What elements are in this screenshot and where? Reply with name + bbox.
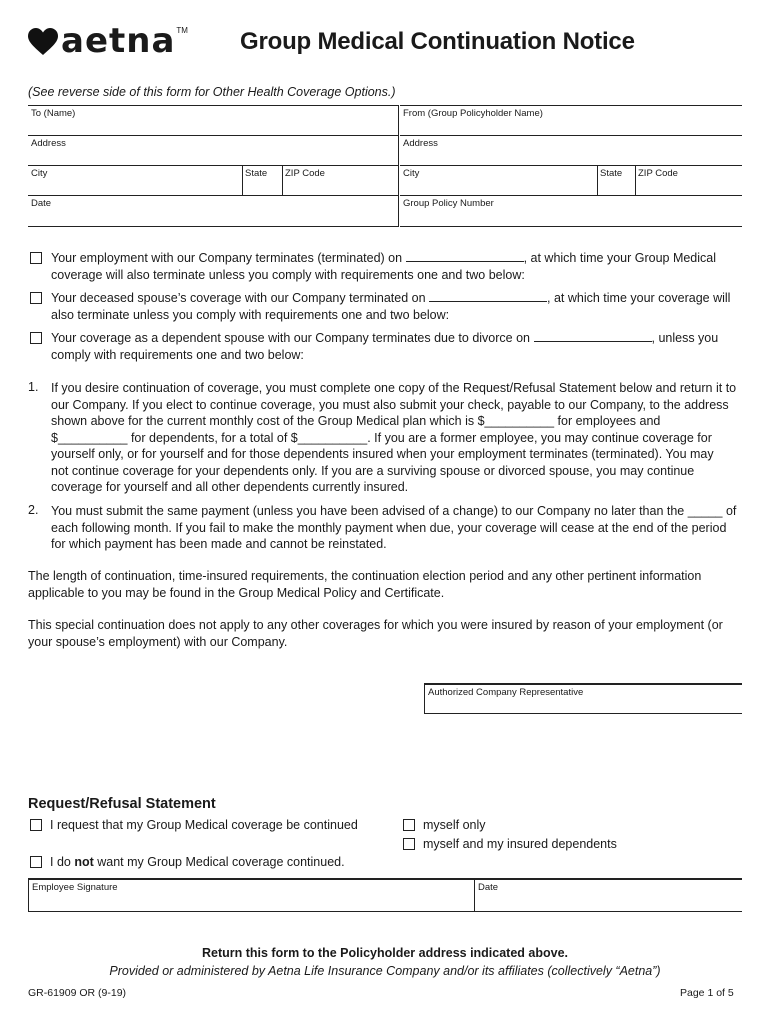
date-field[interactable]: Date bbox=[28, 195, 398, 227]
divorce-text: Your coverage as a dependent spouse with our Company terminates due to divorce on , unless you comply with requirements one and two below: bbox=[51, 331, 719, 362]
return-instruction: Return this form to the Policyholder address indicated above. bbox=[201, 946, 569, 960]
spouse-deceased-checkbox[interactable] bbox=[30, 292, 42, 304]
zip-left-field[interactable]: ZIP Code bbox=[282, 165, 398, 195]
state-right-field[interactable]: State bbox=[597, 165, 635, 195]
logo-wordmark: aetna bbox=[61, 21, 176, 61]
group-policy-number-field[interactable]: Group Policy Number bbox=[400, 195, 742, 227]
aetna-logo bbox=[28, 22, 188, 62]
divorce-date-blank[interactable] bbox=[534, 330, 652, 342]
divorce-checkbox[interactable] bbox=[30, 332, 42, 344]
authorized-representative-field[interactable]: Authorized Company Representative bbox=[424, 683, 742, 714]
spouse-deceased-text: Your deceased spouse’s coverage with our Company terminated on , at which time your coverage will also terminate unless you comply with requirements one and two below: bbox=[51, 291, 731, 322]
requirement-number: 2. bbox=[28, 503, 39, 517]
address-left-field[interactable]: Address bbox=[28, 135, 398, 165]
zip-right-field[interactable]: ZIP Code bbox=[635, 165, 742, 195]
requirement-one-text: If you desire continuation of coverage, you must complete one copy of the Request/Refusal Statement below and return it to our Company. If you elect to continue coverage, you must also submit your check, payable to our Company, to the address shown above for the current monthly cost of the Group Medical plan which is $__________ for employees and $__________ for dependents, for a total of $__________. If you are a former employee, you may continue coverage for yourself only, or for yourself and for those dependents insured when your employment terminates (terminated). You may not continue coverage for your dependents only. If you are a surviving spouse or divorced spouse, you may continue coverage for yourself and all other dependents currently insured. bbox=[51, 381, 737, 494]
trademark-symbol: TM bbox=[176, 26, 188, 35]
request-refusal-title: Request/Refusal Statement bbox=[28, 796, 216, 812]
page-subtitle: (See reverse side of this form for Other Health Coverage Options.) bbox=[28, 85, 396, 99]
refuse-coverage-checkbox[interactable] bbox=[30, 856, 42, 868]
zip-divider-left bbox=[282, 165, 283, 195]
requirement-two-text: You must submit the same payment (unless you have been advised of a change) to our Company no later than the _____ of each following month. If you fail to make the monthly payment when due, your coverage will cease at the end of the period for which payment has been made and cannot be reinstated. bbox=[51, 504, 737, 551]
request-continue-label: I request that my Group Medical coverage be continued bbox=[50, 818, 358, 832]
myself-and-dependents-label: myself and my insured dependents bbox=[423, 837, 617, 851]
form-number: GR-61909 OR (9-19) bbox=[28, 987, 127, 999]
termination-date-blank[interactable] bbox=[406, 250, 524, 262]
city-right-field[interactable]: City bbox=[400, 165, 597, 195]
state-divider-right bbox=[597, 165, 598, 195]
myself-only-checkbox[interactable] bbox=[403, 819, 415, 831]
state-left-field[interactable]: State bbox=[242, 165, 282, 195]
column-divider bbox=[398, 105, 399, 227]
signature-date-field[interactable]: Date bbox=[475, 878, 742, 912]
city-left-field[interactable]: City bbox=[28, 165, 242, 195]
continuation-length-paragraph: The length of continuation, time-insured requirements, the continuation election period and any other pertinent information applicable to you may be found in the Group Medical Policy and Certificate. bbox=[28, 569, 702, 600]
to-name-field[interactable]: To (Name) bbox=[28, 105, 398, 135]
address-right-field[interactable]: Address bbox=[400, 135, 742, 165]
zip-divider-right bbox=[635, 165, 636, 195]
refuse-coverage-label: I do not want my Group Medical coverage continued. bbox=[50, 855, 345, 869]
myself-and-dependents-checkbox[interactable] bbox=[403, 838, 415, 850]
spouse-termination-date-blank[interactable] bbox=[429, 290, 547, 302]
employment-terminates-checkbox[interactable] bbox=[30, 252, 42, 264]
from-policyholder-field[interactable]: From (Group Policyholder Name) bbox=[400, 105, 742, 135]
page-title: Group Medical Continuation Notice bbox=[240, 28, 635, 55]
requirement-number: 1. bbox=[28, 380, 39, 394]
special-continuation-paragraph: This special continuation does not apply to any other coverages for which you were insured by reason of your employment (or your spouse’s employment) with our Company. bbox=[28, 618, 723, 649]
employee-signature-field[interactable]: Employee Signature bbox=[28, 878, 475, 912]
myself-only-label: myself only bbox=[423, 818, 486, 832]
heart-icon bbox=[28, 28, 58, 56]
request-continue-checkbox[interactable] bbox=[30, 819, 42, 831]
state-divider-left bbox=[242, 165, 243, 195]
employment-terminates-text: Your employment with our Company terminates (terminated) on , at which time your Group Medical coverage will also terminate unless you comply with requirements one and two below: bbox=[51, 251, 717, 282]
administered-by-note: Provided or administered by Aetna Life Insurance Company and/or its affiliates (collectively “Aetna”) bbox=[109, 964, 661, 978]
page-indicator: Page 1 of 5 bbox=[680, 987, 734, 999]
